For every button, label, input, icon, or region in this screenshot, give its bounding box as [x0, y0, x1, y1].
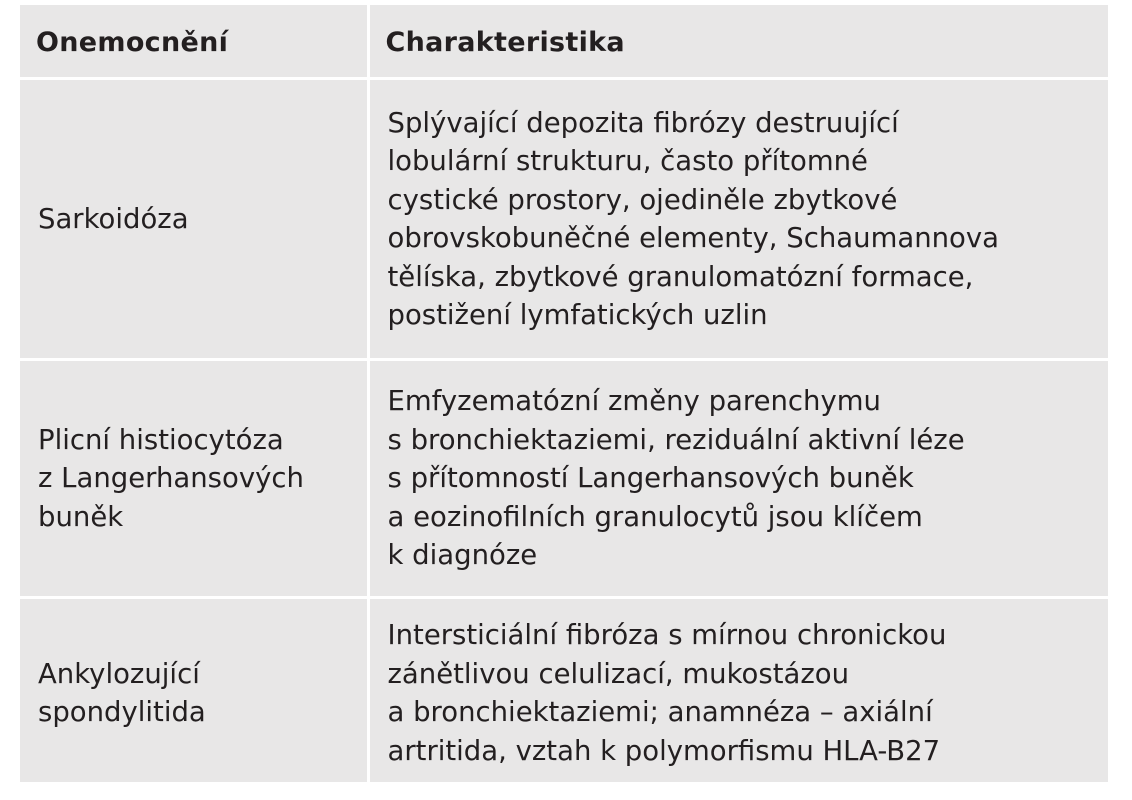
disease-cell: Sarkoidóza — [20, 79, 368, 360]
disease-cell: Ankylozující spondylitida — [38, 657, 206, 728]
header-characteristic: Charakteristika — [368, 5, 1108, 79]
disease-characteristics-table — [20, 5, 1108, 787]
disease-table-container — [20, 5, 1108, 782]
characteristic-cell: Splývající depozita fibrózy destruující lobulární strukturu, často přítomné cystické prostory, ojediněle zbytkové obrovskobuněčné elementy, Schaumannova tělíska, zbytkové granulomatózní formace, postižení lymfatických uzlin — [368, 79, 1108, 360]
characteristic-cell: Intersticiální fibróza s mírnou chronickou zánětlivou celulizací, mukostázou a bronchiektaziemi; anamnéza – axiální artritida, vztah k polymorfismu HLA-B27 — [368, 598, 1108, 788]
disease-cell: Plicní histiocytóza z Langerhansových buněk — [20, 360, 368, 598]
table-row — [20, 360, 1108, 598]
table-row — [20, 79, 1108, 360]
table-header-row — [20, 5, 1108, 79]
table-row — [20, 598, 1108, 788]
characteristic-cell: Emfyzematózní změny parenchymu s bronchiektaziemi, reziduální aktivní léze s přítomností Langerhansových buněk a eozinofilních granulocytů jsou klíčem k diagnóze — [368, 360, 1108, 598]
header-disease: Onemocnění — [20, 5, 368, 79]
